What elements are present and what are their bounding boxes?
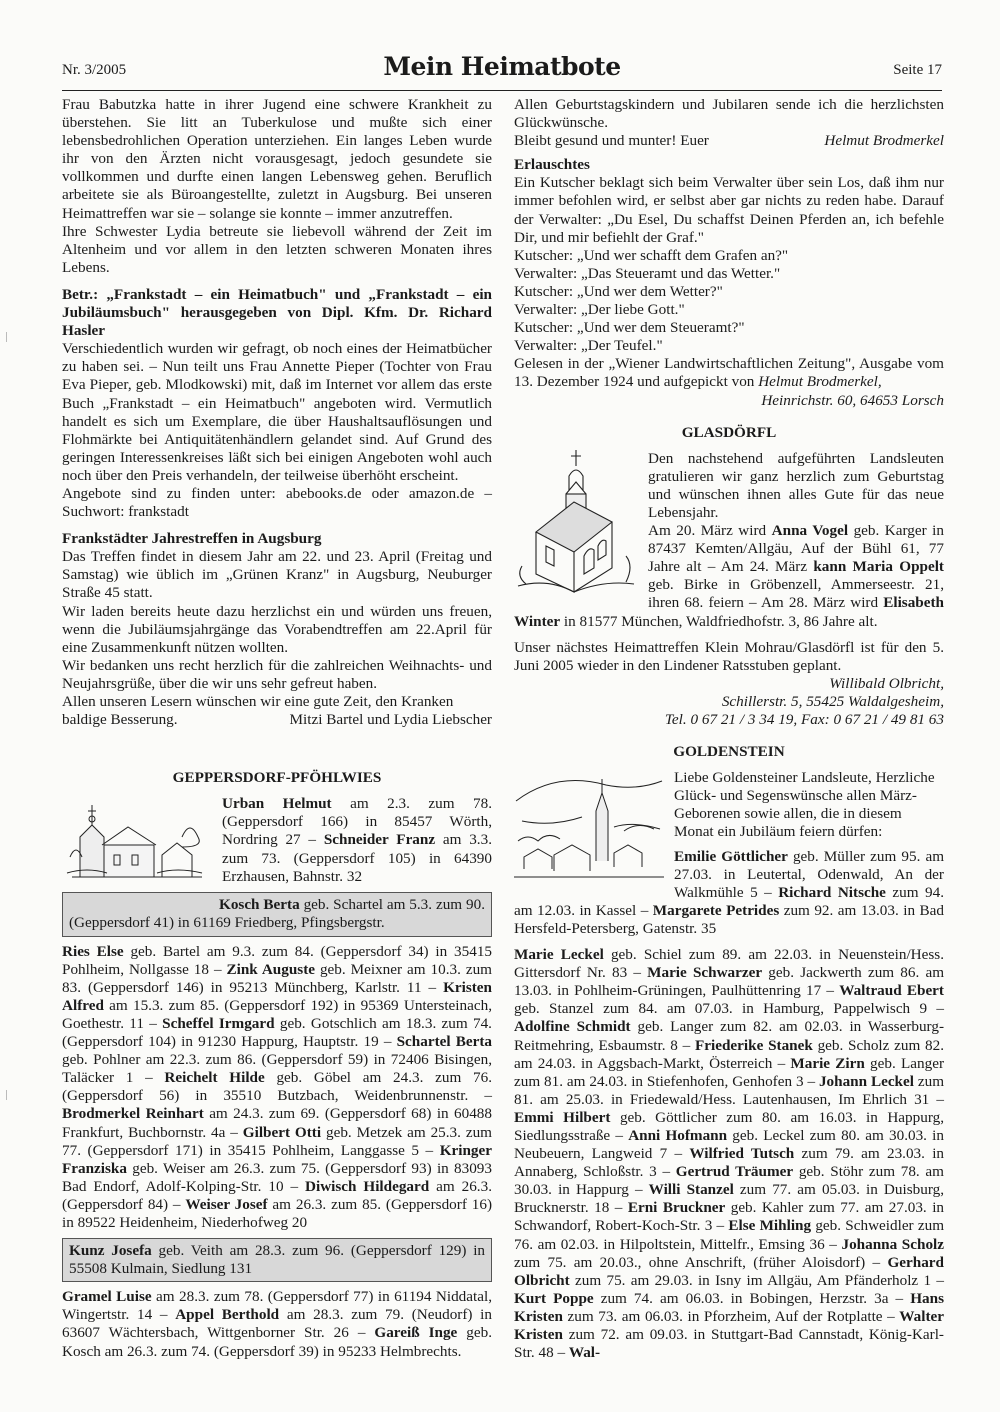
person-name: Wilfried Tutsch: [689, 1145, 795, 1163]
jahrestreffen-paragraph-1: Das Treffen findet in diesem Jahr am 22. und 23. April (Freitag und Samstag) wie üblich im „Grünen Kranz" in Augsburg, Neuburger Straße 45 statt.: [62, 548, 492, 602]
entry-text: geb. Bartel am 9.3. zum 84. (Geppersdorf 34) in 35415 Pohlheim, Nollgasse 18 –: [62, 942, 493, 978]
goldenstein-birthday-list-2: [514, 946, 944, 1362]
entry-text: geb. Stanzel zum 84. am 07.03. in Hamburg, Pappelwisch 9 –: [514, 1000, 944, 1018]
person-name: Else Mihling: [728, 1217, 812, 1235]
person-name: Elisabeth Winter: [514, 594, 944, 630]
person-name: Waltraud Ebert: [839, 982, 944, 1000]
glasdoerfl-heading: GLASDÖRFL: [681, 423, 777, 441]
entry-text: zum 81. am 25.03. in Friedewald/Hess. Lautenhausen, Im Ehrlich 31 –: [514, 1072, 945, 1108]
erlauschtes-source-text: Gelesen in der „Wiener Landwirtschaftlichen Zeitung", Ausgabe vom 13. Dezember 1924 und aufgepickt von: [514, 355, 944, 391]
jahrestreffen-paragraph-3: Wir bedanken uns recht herzlich für die zahlreichen Weihnachts- und Neujahrsgrüße, über die wir uns sehr gefreut haben.: [62, 656, 492, 692]
entry-text: geb. Meixner am 10.3. zum 83. (Geppersdorf 146) in 95213 Münchberg, Karlstr. 11 –: [62, 960, 492, 996]
obituary-paragraph-2: Ihre Schwester Lydia betreute sie liebevoll während der Zeit im Altenheim und vor allem in den letzten schweren Monaten ihres Lebens.: [62, 222, 492, 276]
page-number: Seite 17: [893, 62, 942, 78]
person-name: Diwisch Hildegard: [305, 1177, 430, 1195]
geppersdorf-entry: [62, 795, 492, 886]
person-name: Margarete Petrides: [652, 901, 780, 919]
entry-text: am 26.3. (Geppersdorf 84) –: [62, 1177, 492, 1213]
entry-text: geb. Kahler zum 77. am 27.03. in Schwandorf, Robert-Koch-Str. 3 –: [514, 1199, 945, 1235]
erlauschtes-signature: Helmut Brodmerkel,: [758, 373, 882, 391]
entry-text: zum 74. am 06.03. in Bobingen, Herzstr. 3a –: [593, 1289, 911, 1307]
person-name: Schneider Franz: [323, 831, 436, 849]
person-name: Emilie Göttlicher: [674, 847, 788, 865]
left-column: [62, 96, 492, 1361]
highlight-box-jubilee-2: [62, 1238, 492, 1282]
person-name: Gramel Luise: [62, 1288, 152, 1306]
jahrestreffen-heading: Frankstädter Jahrestreffen in Augsburg: [62, 530, 322, 548]
goldenstein-intro: Liebe Goldensteiner Landsleute, Herzliche Glück- und Segenswünsche allen März-Geborenen sowie allen, die in diesem Monat ein Jubiläum feiern dürfen:: [674, 769, 935, 841]
chapel-illustration-glasdoerfl: [514, 446, 638, 601]
entry-text: geb. Weiser am 26.3. zum 75. (Geppersdorf 93) in 83093 Bad Endorf, Adolf-Kolping-Str. 10 –: [62, 1159, 492, 1195]
greeting-closing: [514, 132, 944, 150]
dialogue-line: Verwalter: „Das Steueramt und das Wetter.": [514, 264, 781, 282]
entry-text: geb. Stöhr zum 78. am 30.03. in Happurg –: [514, 1163, 944, 1199]
entry-text: geb. Müller zum 95. am 27.03. in Leutertal, Odenwald, An der Walkmühle 5 –: [674, 847, 945, 901]
person-name: Gareiß Inge: [374, 1324, 458, 1342]
entry-text: zum 92. am 13.03. in Bad Hersfeld-Petersberg, Gatenstr. 35: [514, 901, 945, 937]
person-name: Zink Auguste: [226, 960, 315, 978]
person-name: Erni Bruckner: [627, 1199, 726, 1217]
greeting-closing-text: Bleibt gesund und munter! Euer: [514, 132, 709, 150]
entry-text: am 15.3. zum 85. (Geppersdorf 192) in 95369 Untersteinach, Goethestr. 11 –: [62, 996, 492, 1032]
person-name: Ries Else: [62, 942, 124, 960]
goldenstein-entry: [514, 769, 944, 938]
entry-text: geb. Jackwerth zum 86. am 13.03. in Pohlheim-Grüningen, Paulhüttenring 17 –: [514, 964, 945, 1000]
person-name: Reichelt Hilde: [164, 1069, 265, 1087]
betr-heading: Betr.: „Frankstadt – ein Heimatbuch" und „Frankstadt – ein Jubiläumsbuch" herausgegeben von Dipl. Kfm. Dr. Richard Hasler: [62, 285, 492, 340]
person-name: Kurt Poppe: [514, 1289, 594, 1307]
person-name: Schartel Berta: [396, 1033, 493, 1051]
entry-text: geb. Langer zum 82. am 02.03. in Wasserburg-Reitmehring, Esbaumstr. 8 –: [514, 1018, 944, 1054]
person-name: Emmi Hilbert: [514, 1108, 611, 1126]
entry-text: geb. Göttlicher zum 80. am 16.03. in Happurg, Siedlungsstraße –: [514, 1108, 945, 1144]
entry-text: Am 20. März wird: [648, 522, 772, 540]
person-name: Johann Leckel: [818, 1072, 914, 1090]
entry-text: geb. Scholz zum 82. am 24.03. in Aggsbach-Markt, Österreich –: [514, 1036, 945, 1072]
betr-paragraph-1: Verschiedentlich wurden wir gefragt, ob noch eines der Heimatbücher zu haben sei. – Nun teilt uns Frau Annette Pieper (Tochter von Frau Eva Pieper, geb. Mlodkowski) mit, daß im Internet vor allem das erste Buch „Frankstadt – ein Heimatbuch" angeboten wird. Vermutlich handelt es sich um Exemplare, die über Haushaltsauflösungen und Flohmärkte bei Antiquitätenhändlern gelandet sind. Auf Grund des geringen Interessenkreises läßt sich bei einigen Angeboten wohl auch noch über den Preis verhandeln, der teilweise überhöht erscheint.: [62, 340, 492, 484]
entry-text: geb. Birke in Gröbenzell, Ammerseestr. 21, ihren 68. feiern – Am 28. März wird: [648, 576, 944, 612]
jahrestreffen-paragraph-4: [62, 693, 492, 729]
entry-text: geb. Pohlner am 22.3. zum 86. (Geppersdorf 59) in 72406 Bisingen, Taläcker 1 –: [62, 1051, 492, 1087]
erlauschtes-heading: Erlauschtes: [514, 156, 590, 174]
glasdoerfl-address: Schillerstr. 5, 55425 Waldalgesheim,: [721, 692, 944, 710]
entry-text: geb. Langer zum 81. am 24.03. in Stiefenhofen, Genhofen 3 –: [514, 1054, 945, 1090]
person-name: Walter Kristen: [514, 1307, 944, 1343]
person-name: Brodmerkel Reinhart: [62, 1105, 204, 1123]
entry-text: zum 77. am 05.03. in Duisburg, Brucknerstr. 18 –: [514, 1181, 944, 1217]
dialogue-line: Verwalter: „Der liebe Gott.": [514, 301, 685, 319]
person-name: Marie Zirn: [790, 1054, 865, 1072]
entry-text: geb. Veith am 28.3. zum 96. (Geppersdorf 129) in 55508 Kulmain, Siedlung 131: [69, 1242, 486, 1278]
erlauschtes-dialogue: [514, 174, 944, 355]
entry-text: zum 75. am 29.03. in Isny im Allgäu, Am Pfänderholz 1 –: [569, 1271, 944, 1289]
person-name: Appel Berthold: [175, 1306, 280, 1324]
entry-text: zum 94. am 12.03. in Kassel –: [514, 883, 944, 919]
entry-text: am 3.3. zum 73. (Geppersdorf 105) in 64390 Erzhausen, Bahnstr. 32: [222, 831, 492, 885]
person-name: Willi Stanzel: [648, 1181, 734, 1199]
geppersdorf-birthday-list-2: [62, 1288, 492, 1360]
person-name: Kristen Alfred: [62, 978, 492, 1014]
person-name: Gerhard Olbricht: [514, 1253, 944, 1289]
dialogue-line: Kutscher: „Und wer schafft dem Grafen an?": [514, 246, 789, 264]
glasdoerfl-phone: Tel. 0 67 21 / 3 34 19, Fax: 0 67 21 / 49 81 63: [664, 711, 944, 728]
jahrestreffen-paragraph-2: Wir laden bereits heute dazu herzlichst ein und würden uns freuen, wenn die Jubiläumsjahrgänge das Vorabendtreffen am 22.April für eine Zusammenkunft nützen wollten.: [62, 602, 492, 656]
scan-margin-mark: [6, 332, 13, 342]
person-name: Kosch Berta: [219, 896, 300, 914]
entry-text: geb. Metzek am 25.3. zum 77. (Geppersdorf 171) in 35415 Pohlheim, Langgasse 5 –: [62, 1123, 492, 1159]
person-name: Gilbert Otti: [242, 1123, 322, 1141]
entry-text: geb. Karger in 87437 Kemten/Allgäu, Auf der Bühl 61, 77 Jahre alt – Am 24. März: [648, 522, 944, 576]
glasdoerfl-meeting: Unser nächstes Heimattreffen Klein Mohrau/Glasdörfl ist für den 5. Juni 2005 wieder in den Lindener Ratsstuben geplant.: [514, 638, 944, 674]
scan-margin-mark: [6, 1090, 13, 1100]
entry-text: geb. Gotschlich am 18.3. zum 74. (Geppersdorf 104) in 91230 Happurg, Hauptstr. 19 –: [62, 1014, 492, 1051]
person-name: Wal-: [568, 1344, 601, 1362]
masthead-title: Mein Heimatbote: [383, 52, 621, 81]
erlauschtes-address: Heinrichstr. 60, 64653 Lorsch: [761, 391, 944, 409]
person-name: Anni Hofmann: [628, 1126, 728, 1144]
person-name: Weiser Josef: [185, 1195, 268, 1213]
village-illustration-goldenstein: [514, 771, 664, 886]
entry-text: geb. Kosch am 26.3. zum 74. (Geppersdorf 39) in 95233 Helmbrechts.: [62, 1324, 492, 1360]
entry-text: zum 75. am 20.03., ohne Anschrift, (früher Aloisdorf) –: [514, 1253, 888, 1271]
obituary-paragraph-1: Frau Babutzka hatte in ihrer Jugend eine schwere Krankheit zu überstehen. Sie litt an Tuberkulose und mußte sich einer lebensbedrohlichen Operation unterziehen. Ein langes Leben wurde ihr von den Ärzten nicht vorausgesagt, jedoch gesundete sie vollkommen und durfte einen langen Lebensweg gehen. Beruflich arbeitete sie als Büroangestellte, zuletzt in Augsburg. Bei unseren Heimattreffen war sie – solange sie konnte – immer anzutreffen.: [62, 96, 492, 222]
dialogue-line: Verwalter: „Der Teufel.": [514, 337, 663, 355]
person-name: Friederike Stanek: [695, 1036, 813, 1054]
entry-text: geb. Schartel am 5.3. zum 90. (Geppersdorf 41) in 61169 Friedberg, Pfingsbergstr.: [69, 896, 485, 932]
erlauschtes-story: Ein Kutscher beklagt sich beim Verwalter über sein Los, daß ihm nur immer befohlen wird, er selbst aber gar nichts zu reden habe. Darauf der Verwalter: „Du Esel, Du schaffst Deinen Pferden an, ich befehle Dir, und mir befiehlt der Graf.": [514, 174, 944, 246]
greeting-signature: Helmut Brodmerkel: [824, 132, 944, 150]
geppersdorf-birthday-list: [62, 943, 492, 1233]
entry-text: geb. Göbel am 24.3. zum 76. (Geppersdorf 56) in 35510 Butzbach, Weidenbrunnenstr. –: [62, 1069, 492, 1105]
person-name: Hans Kristen: [514, 1289, 944, 1325]
entry-text: zum 73. am 06.03. in Pforzheim, Auf der Rotplatte –: [562, 1307, 900, 1325]
entry-text: in 81577 München, Waldfriedhofstr. 3, 86 Jahre alt.: [560, 612, 878, 630]
highlight-box-jubilee: [62, 892, 492, 936]
entry-text: am 26.3. zum 85. (Geppersdorf 16) in 89522 Heidenheim, Niederhofweg 20: [62, 1195, 492, 1231]
person-name: Kunz Josefa: [69, 1242, 152, 1260]
header-rule: [62, 90, 942, 91]
goldenstein-heading: GOLDENSTEIN: [673, 743, 785, 761]
person-name: Johanna Scholz: [841, 1235, 944, 1253]
person-name: Kringer Franziska: [62, 1141, 492, 1177]
geppersdorf-heading: GEPPERSDORF-PFÖHLWIES: [172, 769, 382, 787]
greeting-paragraph: Allen Geburtstagskindern und Jubilaren sende ich die herzlichsten Glückwünsche.: [514, 96, 944, 132]
glasdoerfl-entry: [514, 450, 944, 631]
entry-text: am 28.3. zum 78. (Geppersdorf 77) in 61194 Niddatal, Wingertstr. 14 –: [62, 1288, 492, 1324]
person-name: Urban Helmut: [222, 795, 332, 813]
person-name: Gertrud Träumer: [675, 1163, 794, 1181]
entry-text: geb. Schweidler zum 76. am 02.03. in Hilpoltstein, Mittelfr., Emsing 36 –: [514, 1217, 945, 1253]
entry-text: zum 72. am 09.03. in Stuttgart-Bad Cannstadt, König-Karl-Str. 48 –: [514, 1326, 944, 1362]
person-name: Marie Leckel: [514, 946, 604, 964]
person-name: Marie Schwarzer: [647, 964, 763, 982]
church-illustration-geppersdorf: [62, 797, 212, 884]
dialogue-line: Kutscher: „Und wer dem Steueramt?": [514, 319, 745, 337]
jahrestreffen-signature: Mitzi Bartel und Lydia Liebscher: [289, 711, 492, 729]
glasdoerfl-signature: Willibald Olbricht,: [829, 674, 944, 692]
page-header: [62, 52, 942, 88]
dialogue-line: Kutscher: „Und wer dem Wetter?": [514, 282, 723, 300]
entry-text: am 28.3. zum 79. (Neudorf) in 63607 Wächtersbach, Wittgenborner Str. 26 –: [62, 1306, 492, 1342]
entry-text: am 24.3. zum 69. (Geppersdorf 68) in 60488 Frankfurt, Buchbornstr. 4a –: [62, 1105, 492, 1141]
glasdoerfl-intro: Den nachstehend aufgeführten Landsleuten gratulieren wir ganz herzlich zum Geburtstag und wünschen ihnen alles Gute für das neue Lebensjahr.: [648, 449, 944, 521]
erlauschtes-source: [514, 355, 944, 391]
entry-text: geb. Leckel zum 80. am 30.03. in Neubeuern, Langweid 7 –: [514, 1126, 944, 1163]
person-name: Scheffel Irmgard: [162, 1014, 275, 1032]
issue-number: Nr. 3/2005: [62, 62, 127, 78]
jahrestreffen-closing: Allen unseren Lesern wünschen wir eine gute Zeit, den Kranken baldige Besserung.: [62, 693, 454, 729]
entry-text: am 2.3. zum 78. (Geppersdorf 166) in 85457 Wörth, Nordring 27 –: [222, 795, 493, 849]
right-column: [514, 96, 944, 1362]
betr-paragraph-2: Angebote sind zu finden unter: abebooks.de oder amazon.de – Suchwort: frankstadt: [62, 484, 492, 521]
entry-text: geb. Schiel zum 89. am 22.03. in Neuenstein/Hess. Gittersdorf Nr. 83 –: [514, 946, 944, 982]
entry-text: zum 79. am 23.03. in Annaberg, Schloßstr. 3 –: [514, 1145, 945, 1181]
person-name: Anna Vogel: [771, 522, 849, 540]
person-name: kann Maria Oppelt: [813, 558, 944, 576]
person-name: Richard Nitsche: [778, 883, 886, 901]
person-name: Adolfine Schmidt: [514, 1018, 631, 1036]
